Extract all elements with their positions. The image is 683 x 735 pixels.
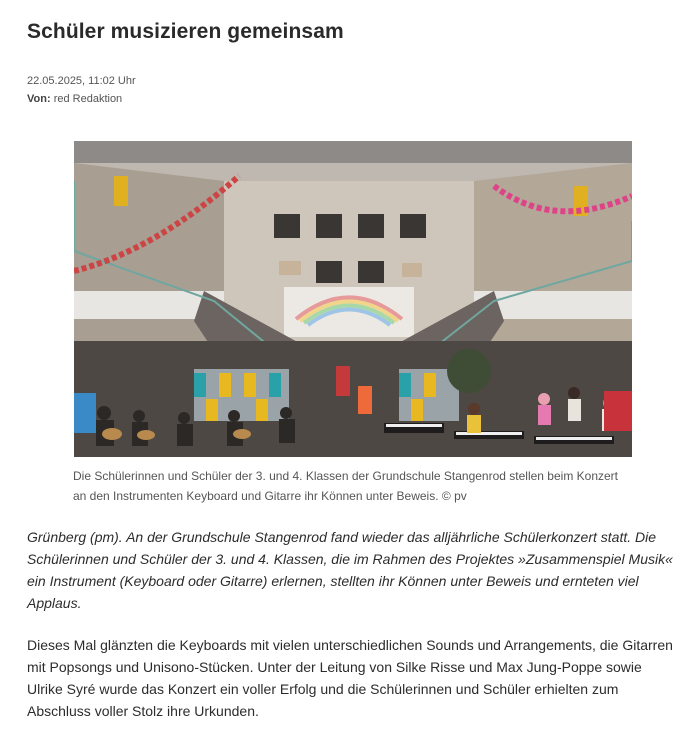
author-label: Von: bbox=[27, 93, 51, 105]
author-name: red Redaktion bbox=[53, 93, 123, 105]
article-title: Schüler musizieren gemeinsam bbox=[27, 20, 344, 43]
article-paragraph: Dieses Mal glänzten die Keyboards mit vielen unterschiedlichen Sounds und Arrangements, die Gitarren mit Popsongs und Unisono-Stücken. Unter der Leitung von Silke Risse und Max Jung-Poppe sowie Ulrike Syré wurde das Konzert ein voller Erfolg und die Schülerinnen und Schüler erhielten zum Abschluss voller Stolz ihre Urkunden. bbox=[27, 637, 673, 719]
concert-hall-illustration bbox=[74, 141, 632, 457]
byline bbox=[27, 90, 136, 108]
article-meta bbox=[27, 72, 136, 108]
article-photo[interactable] bbox=[74, 141, 632, 457]
article-lead: Grünberg (pm). An der Grundschule Stangenrod fand wieder das alljährliche Schülerkonzert statt. Die Schülerinnen und Schüler der 3. und 4. Klassen, die im Rahmen des Projektes »Zusammenspiel Musik« ein Instrument (Keyboard oder Gitarre) erlernen, stellten ihr Können unter Beweis und ernteten viel Applaus. bbox=[27, 529, 673, 611]
photo-caption: Die Schülerinnen und Schüler der 3. und 4. Klassen der Grundschule Stangenrod stellen beim Konzert an den Instrumenten Keyboard und Gitarre ihr Können unter Beweis. © pv bbox=[73, 469, 618, 503]
publish-date: 22.05.2025, 11:02 Uhr bbox=[27, 75, 136, 87]
